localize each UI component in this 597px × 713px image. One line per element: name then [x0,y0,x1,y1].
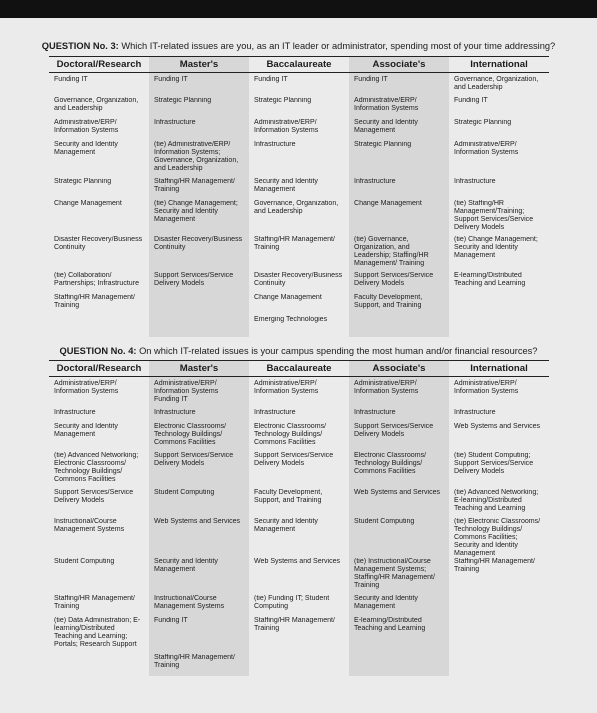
table-row [49,316,549,337]
table-cell: (tie) Change Management; Security and Identity Management [454,235,538,259]
table-cell: Security and Identity Management [149,558,249,595]
table-cell: Governance, Organization, and Leadership [254,199,339,215]
table-cell: Student Computing [54,557,115,565]
table-cell: Web Systems and Services [349,489,449,518]
table-row [49,409,549,423]
table-cell: Strategic Planning [349,141,449,178]
question-4-table [49,360,549,676]
table-row [49,558,549,595]
table-cell: (tie) Staffing/HR Management/Training; Support Services/Service Delivery Models [454,199,534,231]
column-header-masters: Master's [149,361,249,377]
table-cell: (tie) Instructional/Course Management Systems; Staffing/HR Management/ Training [349,558,449,595]
table-cell: Support Services/Service Delivery Models [54,488,134,504]
table-cell: Security and Identity Management [54,140,118,156]
table-cell: Staffing/HR Management/ Training [254,235,335,251]
table-cell: Administrative/ERP/ Information Systems [454,140,519,156]
table-cell: (tie) Funding IT; Student Computing [254,594,330,610]
table-cell: (tie) Student Computing; Support Services/Service Delivery Models [454,451,534,475]
table-cell: (tie) Administrative/ERP/ Information Systems; Governance, Organization, and Leadership [149,141,249,178]
table-cell: Funding IT [54,76,88,83]
table-row [49,654,549,676]
table-row [49,377,549,409]
table-cell: Staffing/HR Management/ Training [149,178,249,200]
table-cell: Support Services/Service Delivery Models [149,452,249,489]
question-3-heading [0,41,597,51]
table-cell [449,617,549,654]
table-cell: Support Services/Service Delivery Models [349,423,449,452]
table-cell: Administrative/ERP/ Information Systems [349,97,449,119]
table-cell: Infrastructure [349,178,449,200]
table-cell: Electronic Classrooms/ Technology Buildings/ Commons Facilities [254,422,327,446]
table-cell [149,316,249,337]
table-cell [149,294,249,316]
table-cell: Governance, Organization, and Leadership [54,96,139,112]
table-cell: Disaster Recovery/Business Continuity [149,236,249,272]
table-cell [449,294,549,316]
question-4-text: On which IT-related issues is your campus spending the most human and/or financial resources? [139,346,538,356]
table-cell: E-learning/Distributed Teaching and Learning [454,271,526,287]
table-row [49,119,549,141]
table-cell: Administrative/ERP/ Information Systems Funding IT [149,377,249,409]
table-cell: Infrastructure [54,408,96,416]
column-header-international: International [449,57,549,73]
table-cell: Security and Identity Management [54,422,118,438]
table-cell: Staffing/HR Management/ Training [254,616,335,632]
table-cell: Strategic Planning [254,96,312,104]
table-cell: Electronic Classrooms/ Technology Buildings/ Commons Facilities [149,423,249,452]
table-cell: Administrative/ERP/ Information Systems [54,380,119,395]
column-header-baccalaureate: Baccalaureate [249,361,349,377]
table-cell: (tie) Data Administration; E-learning/Distributed Teaching and Learning; Portals; Research Support [54,616,141,648]
column-header-baccalaureate: Baccalaureate [249,57,349,73]
table-cell: Staffing/HR Management/ Training [54,293,135,309]
table-cell [349,316,449,337]
table-cell: Faculty Development, Support, and Training [254,488,323,504]
table-cell [49,654,149,676]
table-cell: Infrastructure [149,409,249,423]
table-cell: Funding IT [349,73,449,97]
table-cell: Administrative/ERP/ Information Systems [254,380,319,395]
table-cell: Electronic Classrooms/ Technology Buildings/ Commons Facilities [349,452,449,489]
table-cell: (tie) Change Management; Security and Identity Management [149,200,249,236]
column-header-doctoral: Doctoral/Research [49,57,149,73]
table-row [49,423,549,452]
table-cell: Strategic Planning [454,118,512,126]
table-cell: Disaster Recovery/Business Continuity [54,235,143,251]
column-header-doctoral: Doctoral/Research [49,361,149,377]
table-cell: Support Services/Service Delivery Models [254,451,334,467]
column-header-masters: Master's [149,57,249,73]
table-cell: Infrastructure [254,408,296,416]
table-cell: Web Systems and Services [254,557,341,565]
table-cell: Instructional/Course Management Systems [54,517,125,533]
table-row [49,200,549,236]
table-cell: Web Systems and Services [149,518,249,558]
table-row [49,272,549,294]
header-row [49,57,549,73]
table-cell: Administrative/ERP/ Information Systems [254,118,319,134]
table-cell: Administrative/ERP/ Information Systems [454,380,519,395]
table-cell: (tie) Advanced Networking; Electronic Classrooms/ Technology Buildings/ Commons Facilities [54,451,139,483]
table-cell: (tie) Collaboration/ Partnerships; Infrastructure [54,271,139,287]
table-cell [249,654,349,676]
table-row [49,518,549,558]
table-cell: Administrative/ERP/ Information Systems [349,377,449,409]
table-cell: Infrastructure [454,177,496,185]
question-4-heading [0,346,597,356]
table-cell [349,654,449,676]
table-cell: Student Computing [349,518,449,558]
table-row [49,595,549,617]
table-cell: Instructional/Course Management Systems [149,595,249,617]
table-row [49,73,549,97]
table-row [49,452,549,489]
table-cell [449,316,549,337]
table-row [49,178,549,200]
table-cell [49,316,149,337]
table-cell: Security and Identity Management [254,177,318,193]
table-cell: Strategic Planning [149,97,249,119]
column-header-associates: Associate's [349,361,449,377]
table-cell: Security and Identity Management [349,119,449,141]
table-cell: Infrastructure [149,119,249,141]
table-cell: Change Management [349,200,449,236]
table-cell: Faculty Development, Support, and Training [349,294,449,316]
table-cell: Emerging Technologies [254,315,328,323]
table-cell: Infrastructure [454,408,496,416]
table-cell: Disaster Recovery/Business Continuity [254,271,343,287]
table-cell: Support Services/Service Delivery Models [349,272,449,294]
table-cell: Funding IT [254,76,288,83]
table-cell: Funding IT [454,96,488,104]
table-cell: Staffing/HR Management/ Training [454,557,535,573]
question-4-label: QUESTION No. 4: [59,346,137,356]
table-cell: Staffing/HR Management/ Training [149,654,249,676]
question-3-text: Which IT-related issues are you, as an IT leader or administrator, spending most of your time addressing? [121,41,556,51]
question-3-label: QUESTION No. 3: [41,41,119,51]
table-row [49,236,549,272]
table-cell: Change Management [254,293,322,301]
table-row [49,294,549,316]
header-row [49,361,549,377]
table-cell: (tie) Advanced Networking; E-learning/Distributed Teaching and Learning [454,488,539,512]
table-cell [449,654,549,676]
column-header-associates: Associate's [349,57,449,73]
table-cell: Change Management [54,199,122,207]
table-cell: Security and Identity Management [254,517,318,533]
table-cell: Web Systems and Services [454,422,541,430]
table-cell: Security and Identity Management [349,595,449,617]
table-cell: Student Computing [149,489,249,518]
table-cell: E-learning/Distributed Teaching and Learning [349,617,449,654]
table-row [49,97,549,119]
table-cell: Strategic Planning [54,177,112,185]
table-cell [449,595,549,617]
question-3-table [49,56,549,337]
table-cell: Support Services/Service Delivery Models [149,272,249,294]
table-cell: Governance, Organization, and Leadership [454,76,539,91]
table-row [49,617,549,654]
table-cell: (tie) Electronic Classrooms/ Technology Buildings/ Commons Facilities; Security and Identity Management [454,517,541,557]
table-cell: Funding IT [149,617,249,654]
table-cell: Staffing/HR Management/ Training [54,594,135,610]
table-cell: Infrastructure [254,140,296,148]
table-row [49,141,549,178]
top-black-bar [0,0,597,18]
table-row [49,489,549,518]
table-cell: Funding IT [149,73,249,97]
table-cell: Administrative/ERP/ Information Systems [54,118,119,134]
table-cell: Infrastructure [349,409,449,423]
table-cell: (tie) Governance, Organization, and Leadership; Staffing/HR Management/ Training [349,236,449,272]
column-header-international: International [449,361,549,377]
